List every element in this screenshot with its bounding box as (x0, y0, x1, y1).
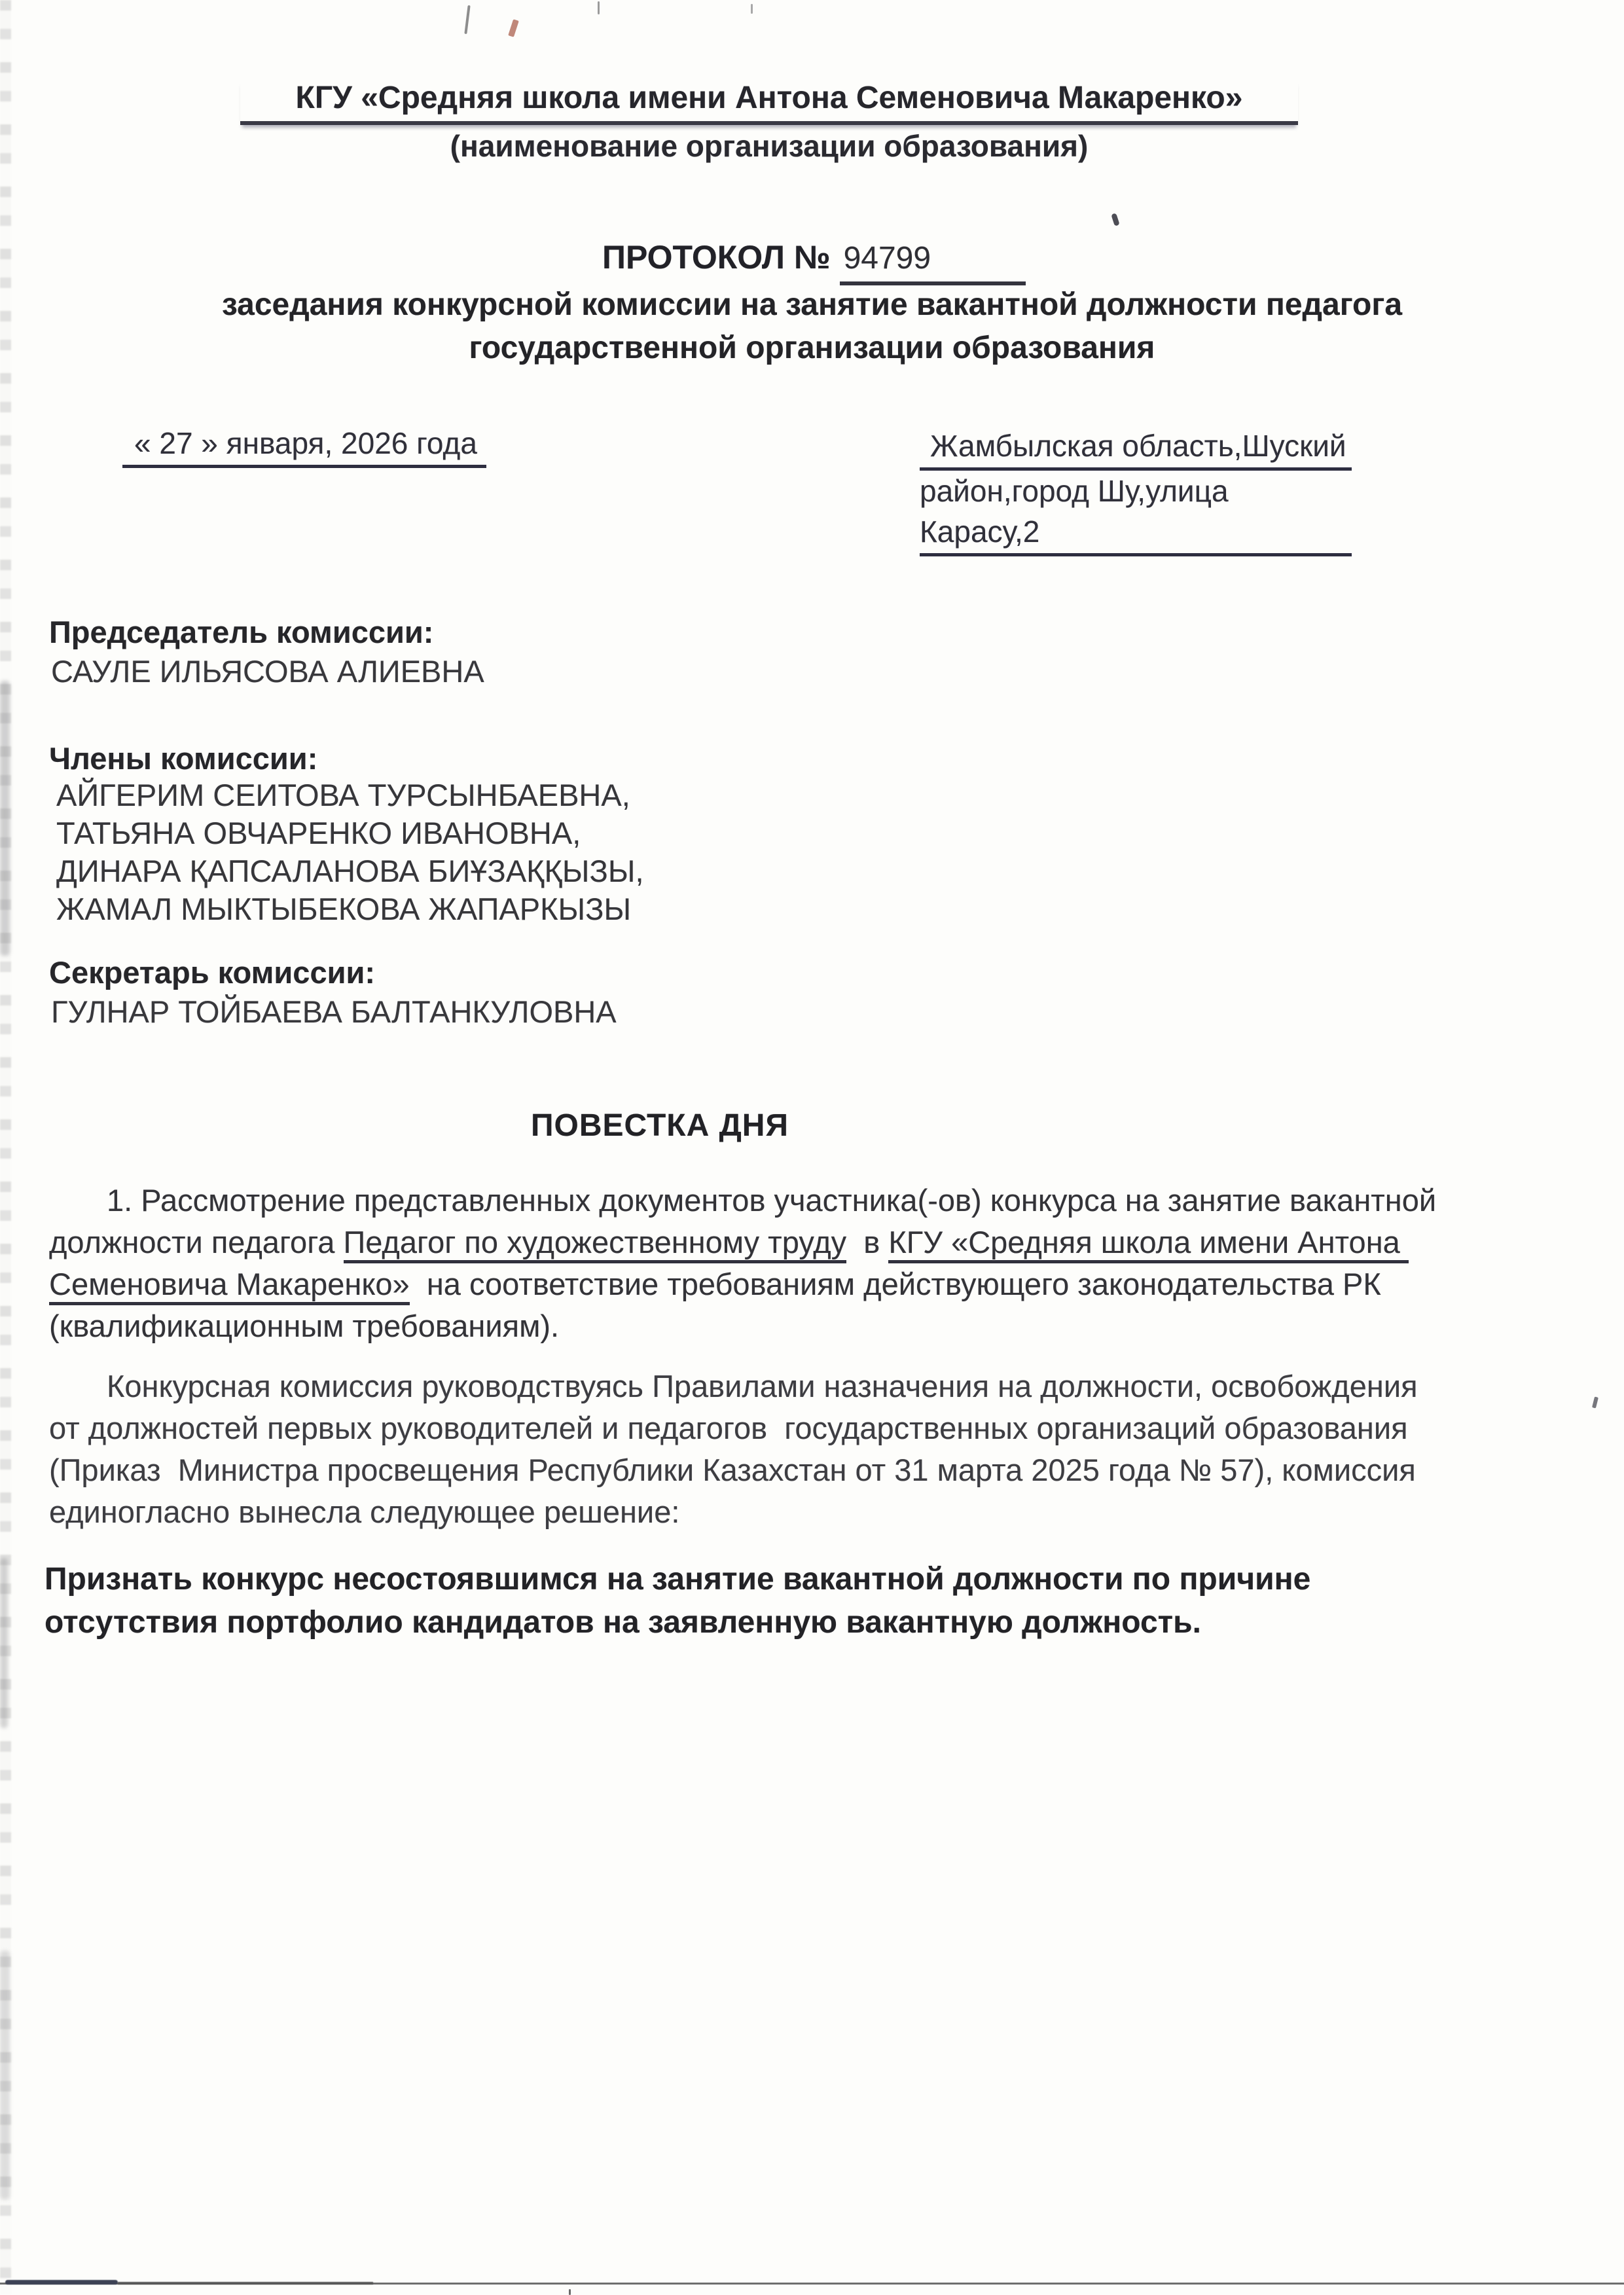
text-segment: на соответствие требованиям действующего законодательства РК (квалификационным требованиям). (49, 1267, 1390, 1343)
member-name: ТАТЬЯНА ОВЧАРЕНКО ИВАНОВНА, (56, 816, 581, 850)
scan-artifact (0, 1558, 8, 1728)
member-name: ДИНАРА ҚАПСАЛАНОВА БИҰЗАҚҚЫЗЫ, (56, 854, 644, 888)
location-line1: Жамбылская область,Шуский (920, 425, 1352, 471)
scan-speck (464, 5, 470, 34)
org-caption: (наименование организации образования) (450, 129, 1089, 163)
protocol-subtitle-line2: государственной организации образования (469, 331, 1155, 365)
scan-artifact (0, 1951, 10, 2199)
text-segment: в (846, 1225, 889, 1259)
resolution-preamble (49, 1365, 1453, 1533)
scan-speck (508, 19, 519, 37)
agenda-item-1 (49, 1180, 1453, 1347)
secretary-name: ГУЛНАР ТОЙБАЕВА БАЛТАНКУЛОВНА (51, 994, 617, 1029)
location-line2: район,город Шу,улица Карасу,2 (920, 471, 1352, 556)
protocol-date-line (122, 425, 486, 468)
scan-artifact (0, 681, 10, 956)
text-segment: Признать конкурс несостоявшимся на занятие вакантной должности по причине отсутствия портфолио кандидатов на заявленную вакантную должность. (45, 1562, 1320, 1640)
scan-speck (1592, 1397, 1598, 1409)
scan-speck (1111, 213, 1119, 226)
chairman-name: САУЛЕ ИЛЬЯСОВА АЛИЕВНА (51, 654, 484, 689)
agenda-heading: ПОВЕСТКА ДНЯ (531, 1108, 789, 1143)
scan-bottom-edge (118, 2282, 373, 2285)
members-label: Члены комиссии: (49, 741, 318, 776)
org-name-line (0, 80, 1538, 125)
protocol-date: « 27 » января, 2026 года (122, 425, 486, 468)
underlined-text: КГУ «Средняя школа имени Антона Семеновича Макаренко» (49, 1225, 1409, 1305)
scan-speck (569, 2289, 571, 2295)
text-segment: Конкурсная комиссия руководствуясь Правилами назначения на должности, освобождения от должностей первых руководителей и педагогов государственных организаций образования (Приказ Министра просвещения Республики Казахстан от 31 марта 2025 года № 57), комиссия единогласно вынесла следующее решение: (49, 1369, 1433, 1529)
protocol-subtitle-line1: заседания конкурсной комиссии на занятие вакантной должности педагога (221, 287, 1403, 322)
text-segment: 1. Рассмотрение представленных документов участника(-ов) конкурса на занятие вакантной должности педагога (49, 1183, 1445, 1259)
scan-speck (598, 1, 600, 14)
scan-speck (751, 4, 753, 14)
decision-text (45, 1558, 1419, 1644)
chairman-label: Председатель комиссии: (49, 615, 434, 649)
protocol-location (920, 425, 1352, 556)
protocol-title-line (602, 238, 1026, 285)
protocol-label: ПРОТОКОЛ № (602, 239, 831, 276)
secretary-label: Секретарь комиссии: (49, 955, 376, 990)
scan-bottom-edge (5, 2280, 118, 2285)
org-name: КГУ «Средняя школа имени Антона Семеновича Макаренко» (240, 80, 1299, 125)
member-name: АЙГЕРИМ СЕИТОВА ТУРСЫНБАЕВНА, (56, 778, 630, 812)
protocol-number: 94799 (840, 240, 1026, 285)
member-name: ЖАМАЛ МЫКТЫБЕКОВА ЖАПАРКЫЗЫ (56, 892, 632, 926)
members-list (56, 776, 644, 928)
underlined-text: Педагог по художественному труду (344, 1225, 847, 1263)
